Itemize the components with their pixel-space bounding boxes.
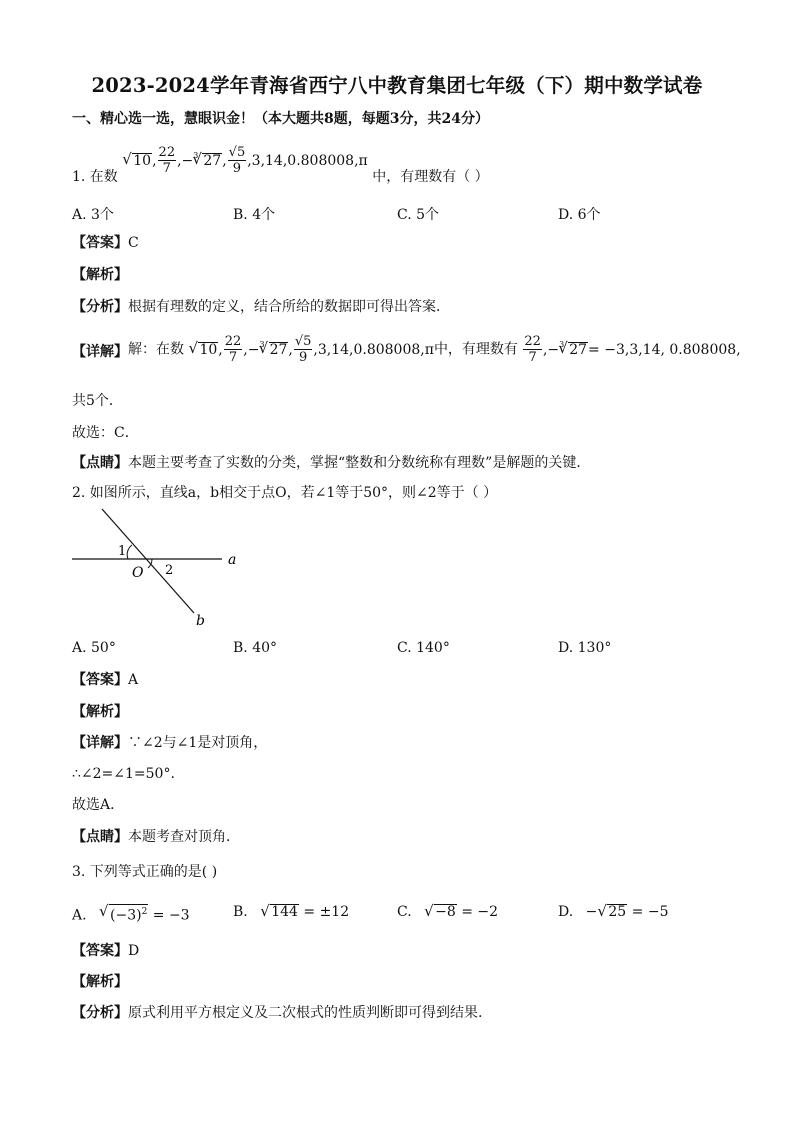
q3-option-d: D. −√ 25 = −5 [558,904,668,920]
q1-choice: 故选：C． [72,425,139,441]
line-b-label: b [196,613,205,629]
page-title: 2023-2024学年青海省西宁八中教育集团七年级（下）期中数学试卷 [91,74,703,97]
q1-answer: 【答案】C [72,235,139,251]
section-heading: 一、精心选一选，慧眼识金！（本大题共8题，每题3分，共24分） [72,111,489,127]
q3-analysis-heading: 【解析】 [72,974,128,990]
q2-analysis-heading: 【解析】 [72,704,128,720]
q2-option-b: B. 40° [233,640,278,656]
q1-option-d: D. 6个 [558,207,601,223]
q2-xiangjie: 【详解】∵∠2与∠1是对顶角， [72,735,268,751]
q2-answer: 【答案】A [72,672,139,688]
line-b [102,509,194,613]
q1-dianjing: 【点睛】本题主要考查了实数的分类，掌握“整数和分数统称有理数”是解题的关键． [72,455,591,471]
q3-option-c: C. √ −8 = −2 [397,904,498,920]
angle2-label: 2 [165,563,174,578]
q2-figure [68,505,248,630]
angle1-label: 1 [118,544,127,559]
q1-option-a: A. 3个 [72,207,114,223]
q1-count: 共5个． [72,393,123,409]
q1-stem [72,145,489,185]
q3-fenxi: 【分析】原式利用平方根定义及二次根式的性质判断即可得到结果. [72,1005,483,1021]
q2-option-c: C. 140° [397,640,450,656]
q3-answer: 【答案】D [72,943,140,959]
q2-dianjing: 【点睛】本题考查对顶角． [72,829,240,845]
line-a-label: a [228,552,237,568]
q2-option-d: D. 130° [558,640,612,656]
q3-option-b: B. √ 144 = ±12 [233,904,349,920]
q2-stem: 2. 如图所示，直线a，b相交于点O，若∠1等于50°，则∠2等于（ ） [72,485,498,501]
q1-option-c: C. 5个 [397,207,440,223]
q3-option-a: A. √ $(-3)^2 = -3$ [72,904,190,924]
q2-option-a: A. 50° [72,640,116,656]
q1-xiangjie: 【详解】解：在数 √ 10, $\frac{22}{7}$ ,−$^3$√ 27, $\frac{√5}{9}$ ,3,14,0.808008,π中，有理数有 $\frac{22}{7}$ ,−$^3$√ 27= −3,3,14, 0.808008, [72,334,741,365]
q1-prefix: 1. 在数 [72,168,118,185]
q1-option-b: B. 4个 [233,207,276,223]
q1-numbers: √ 10, $\frac{22}{7}$ ,−$^3$√ 27, $\frac{√5}{9}$ ,3,14,0.808008,π [122,153,372,169]
q2-step: ∴∠2=∠1=50°. [72,766,175,782]
q1-fenxi: 【分析】根据有理数的定义，结合所给的数据即可得出答案． [72,299,450,315]
point-o-label: O [132,565,144,581]
angle1-arc [127,545,132,559]
q2-choice: 故选A． [72,797,125,813]
q1-suffix: 中，有理数有（ ） [372,168,489,185]
q1-analysis-heading: 【解析】 [72,267,128,283]
q3-stem: 3. 下列等式正确的是( ) [72,864,218,880]
